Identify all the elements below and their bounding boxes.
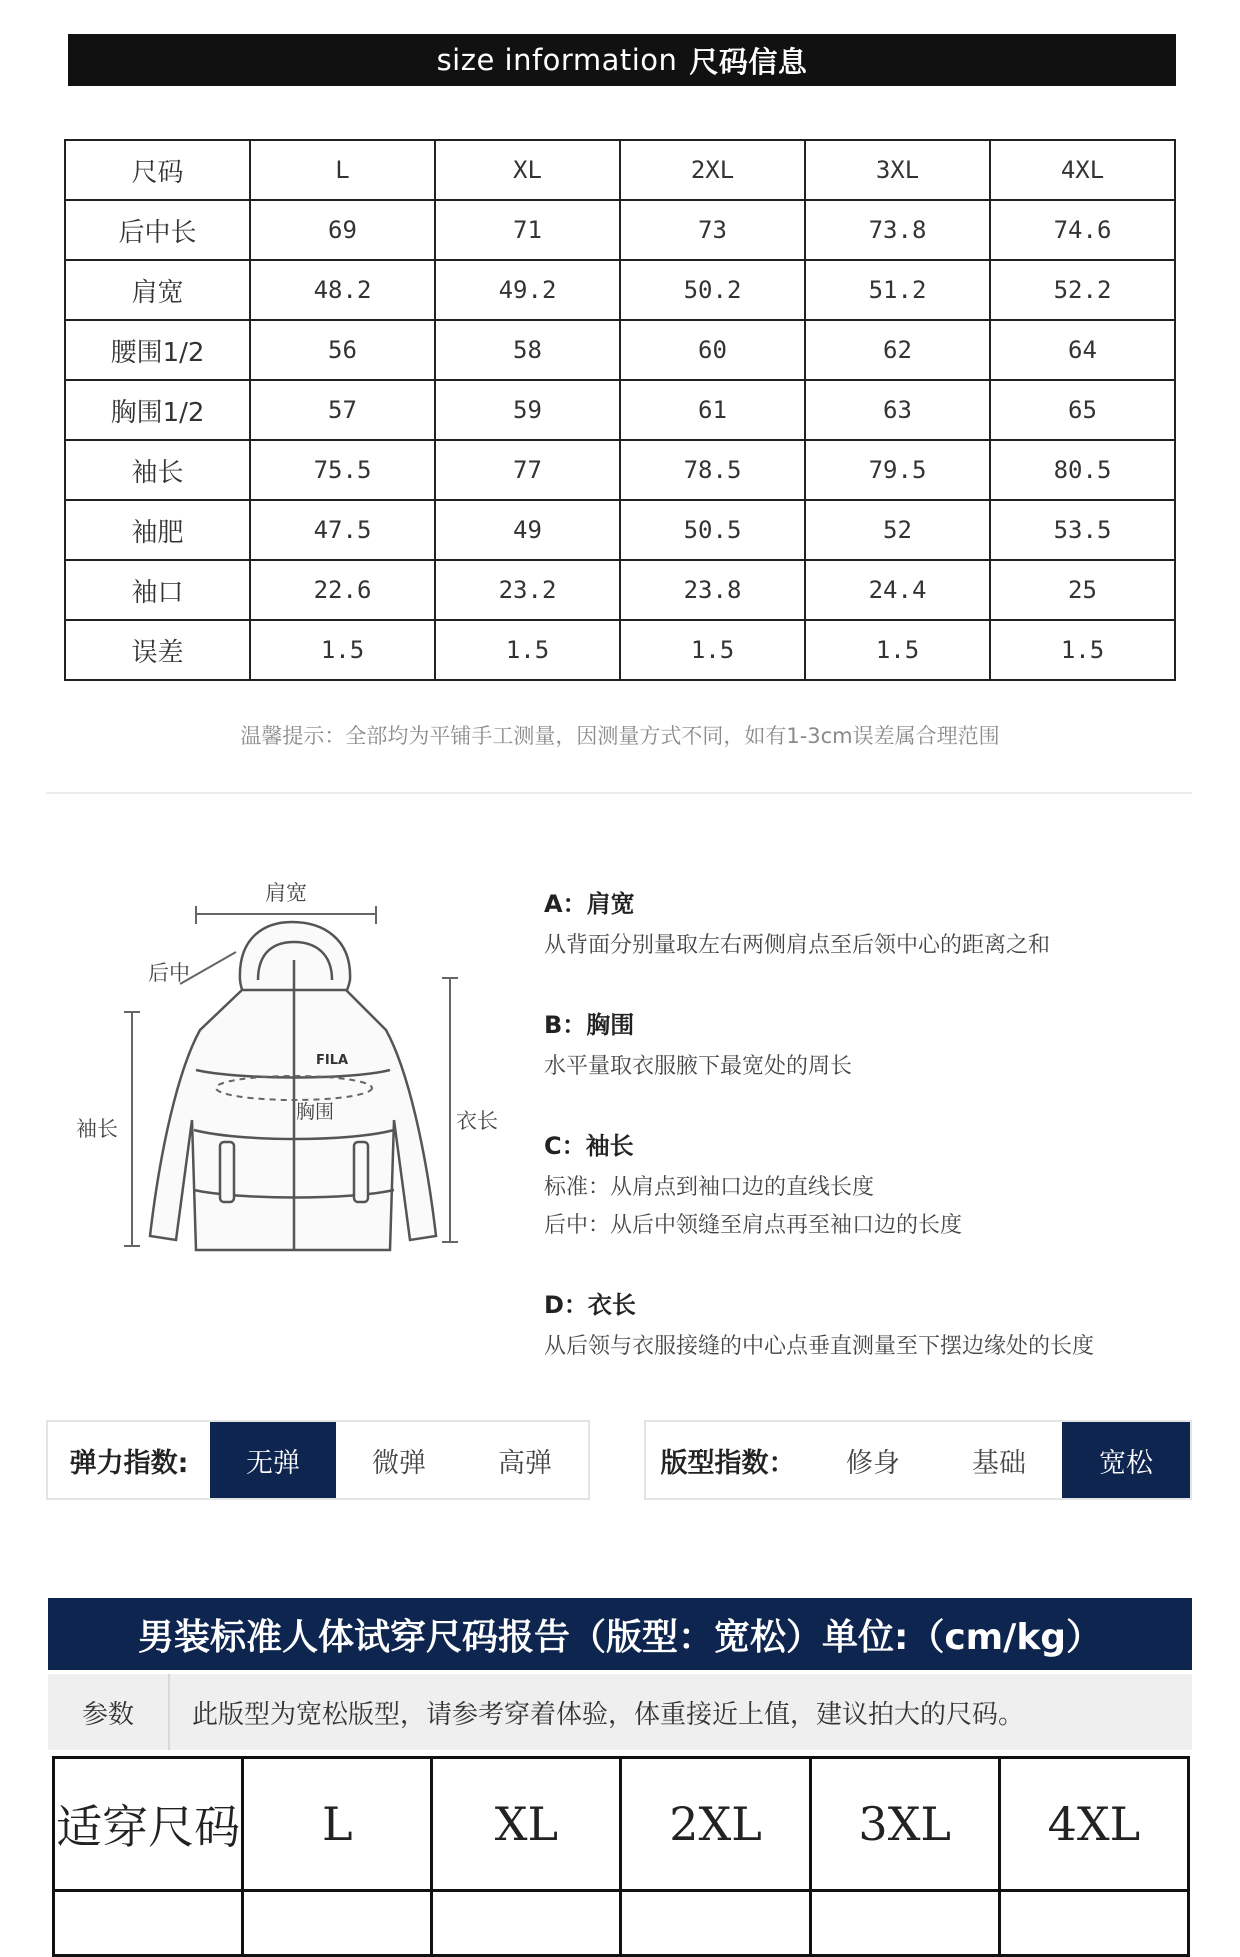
size-row bbox=[65, 500, 1175, 560]
size-cell: 59 bbox=[435, 380, 620, 440]
size-row bbox=[65, 440, 1175, 500]
fit-option-regular[interactable]: 基础 bbox=[972, 1447, 1026, 1479]
definition-item bbox=[544, 1005, 1184, 1086]
report-size-cell: 3XL bbox=[810, 1758, 999, 1891]
report-empty-cell bbox=[432, 1891, 621, 1956]
parameter-row bbox=[48, 1674, 1192, 1750]
banner-english-title: size information bbox=[436, 43, 678, 77]
size-cell: 49 bbox=[435, 500, 620, 560]
size-cell: 49.2 bbox=[435, 260, 620, 320]
elasticity-option-high[interactable]: 高弹 bbox=[498, 1447, 552, 1479]
size-cell: 69 bbox=[250, 200, 435, 260]
size-cell: 77 bbox=[435, 440, 620, 500]
fit-selector bbox=[644, 1420, 1192, 1500]
diagram-label-shoulder: 肩宽 bbox=[265, 881, 307, 905]
diagram-label-sleeve: 袖长 bbox=[76, 1117, 118, 1141]
size-cell: 73.8 bbox=[805, 200, 990, 260]
size-cell: 1.5 bbox=[250, 620, 435, 680]
size-row-label: 袖长 bbox=[65, 440, 250, 500]
section-divider bbox=[46, 792, 1192, 794]
size-cell: 79.5 bbox=[805, 440, 990, 500]
size-cell: 50.2 bbox=[620, 260, 805, 320]
definition-text: 水平量取衣服腋下最宽处的周长 bbox=[544, 1054, 853, 1079]
elasticity-label: 弹力指数: bbox=[69, 1447, 189, 1479]
definition-heading: A：肩宽 bbox=[544, 890, 635, 918]
size-row bbox=[65, 380, 1175, 440]
diagram-label-chest: 胸围 bbox=[296, 1101, 335, 1123]
size-row bbox=[65, 620, 1175, 680]
size-cell: 71 bbox=[435, 200, 620, 260]
size-cell: 48.2 bbox=[250, 260, 435, 320]
size-cell: L bbox=[250, 140, 435, 200]
fit-report-title: 男装标准人体试穿尺码报告（版型：宽松）单位:（cm/kg） bbox=[48, 1598, 1192, 1670]
size-cell: 4XL bbox=[990, 140, 1175, 200]
size-row-label: 肩宽 bbox=[65, 260, 250, 320]
size-cell: 51.2 bbox=[805, 260, 990, 320]
report-empty-cell bbox=[54, 1891, 243, 1956]
size-row-label: 胸围1/2 bbox=[65, 380, 250, 440]
definition-item bbox=[544, 1285, 1184, 1366]
size-cell: 52 bbox=[805, 500, 990, 560]
jacket-outline bbox=[150, 922, 436, 1250]
size-info-banner bbox=[68, 34, 1176, 86]
report-size-cell: XL bbox=[432, 1758, 621, 1891]
elasticity-option-slight[interactable]: 微弹 bbox=[372, 1447, 426, 1479]
size-cell: 1.5 bbox=[805, 620, 990, 680]
size-cell: 1.5 bbox=[435, 620, 620, 680]
size-row-label: 后中长 bbox=[65, 200, 250, 260]
size-cell: 23.2 bbox=[435, 560, 620, 620]
size-cell: 73 bbox=[620, 200, 805, 260]
measurement-definitions bbox=[544, 884, 1184, 1406]
definition-text: 从后领与衣服接缝的中心点垂直测量至下摆边缘处的长度 bbox=[544, 1334, 1095, 1359]
size-header-row bbox=[65, 140, 1175, 200]
report-header-row bbox=[54, 1758, 1189, 1891]
size-cell: XL bbox=[435, 140, 620, 200]
size-cell: 60 bbox=[620, 320, 805, 380]
size-cell: 47.5 bbox=[250, 500, 435, 560]
measurement-note: 温馨提示：全部均为平铺手工测量，因测量方式不同，如有1-3cm误差属合理范围 bbox=[240, 724, 1000, 748]
definition-item bbox=[544, 1126, 1184, 1245]
elasticity-selector bbox=[46, 1420, 590, 1500]
size-cell: 1.5 bbox=[620, 620, 805, 680]
size-row-label: 腰围1/2 bbox=[65, 320, 250, 380]
report-size-cell: 2XL bbox=[621, 1758, 810, 1891]
size-cell: 74.6 bbox=[990, 200, 1175, 260]
size-cell: 52.2 bbox=[990, 260, 1175, 320]
definition-text: 标准：从肩点到袖口边的直线长度 bbox=[544, 1175, 875, 1200]
report-empty-cell bbox=[243, 1891, 432, 1956]
report-size-cell: 4XL bbox=[999, 1758, 1188, 1891]
size-cell: 22.6 bbox=[250, 560, 435, 620]
definition-item bbox=[544, 884, 1184, 965]
report-empty-cell bbox=[621, 1891, 810, 1956]
size-cell: 75.5 bbox=[250, 440, 435, 500]
size-cell: 64 bbox=[990, 320, 1175, 380]
fit-label: 版型指数： bbox=[660, 1447, 796, 1479]
size-cell: 50.5 bbox=[620, 500, 805, 560]
jacket-measurement-diagram bbox=[60, 880, 520, 1280]
report-empty-row bbox=[54, 1891, 1189, 1956]
size-row bbox=[65, 320, 1175, 380]
banner-chinese-title: 尺码信息 bbox=[689, 44, 808, 79]
size-cell: 24.4 bbox=[805, 560, 990, 620]
definition-heading: D：衣长 bbox=[544, 1291, 636, 1319]
size-cell: 65 bbox=[990, 380, 1175, 440]
report-empty-cell bbox=[810, 1891, 999, 1956]
size-cell: 56 bbox=[250, 320, 435, 380]
diagram-label-back: 后中 bbox=[148, 961, 190, 985]
report-row-label: 适穿尺码 bbox=[54, 1758, 243, 1891]
diagram-label-length: 衣长 bbox=[456, 1109, 498, 1133]
size-row-label: 袖肥 bbox=[65, 500, 250, 560]
fit-option-slim[interactable]: 修身 bbox=[846, 1447, 900, 1479]
fit-report-table bbox=[52, 1756, 1190, 1957]
size-cell: 25 bbox=[990, 560, 1175, 620]
elasticity-option-none[interactable]: 无弹 bbox=[210, 1422, 336, 1498]
size-row bbox=[65, 560, 1175, 620]
size-row-label: 尺码 bbox=[65, 140, 250, 200]
size-row-label: 误差 bbox=[65, 620, 250, 680]
definition-text: 从背面分别量取左右两侧肩点至后领中心的距离之和 bbox=[544, 933, 1051, 958]
size-cell: 78.5 bbox=[620, 440, 805, 500]
definition-heading: C：袖长 bbox=[544, 1132, 634, 1160]
size-cell: 53.5 bbox=[990, 500, 1175, 560]
size-cell: 61 bbox=[620, 380, 805, 440]
size-row bbox=[65, 200, 1175, 260]
size-cell: 3XL bbox=[805, 140, 990, 200]
size-cell: 1.5 bbox=[990, 620, 1175, 680]
size-row-label: 袖口 bbox=[65, 560, 250, 620]
size-cell: 23.8 bbox=[620, 560, 805, 620]
definition-heading: B：胸围 bbox=[544, 1011, 635, 1039]
parameter-label: 参数 bbox=[81, 1699, 134, 1730]
report-size-cell: L bbox=[243, 1758, 432, 1891]
parameter-text: 此版型为宽松版型，请参考穿着体验，体重接近上值，建议拍大的尺码。 bbox=[192, 1699, 1025, 1730]
size-chart-table bbox=[64, 139, 1176, 681]
size-cell: 80.5 bbox=[990, 440, 1175, 500]
report-empty-cell bbox=[999, 1891, 1188, 1956]
size-cell: 57 bbox=[250, 380, 435, 440]
fit-option-loose[interactable]: 宽松 bbox=[1062, 1422, 1190, 1498]
size-row bbox=[65, 260, 1175, 320]
size-cell: 2XL bbox=[620, 140, 805, 200]
size-cell: 58 bbox=[435, 320, 620, 380]
size-cell: 63 bbox=[805, 380, 990, 440]
fila-logo: FILA bbox=[316, 1053, 349, 1068]
definition-text: 后中：从后中领缝至肩点再至袖口边的长度 bbox=[544, 1213, 963, 1238]
size-cell: 62 bbox=[805, 320, 990, 380]
